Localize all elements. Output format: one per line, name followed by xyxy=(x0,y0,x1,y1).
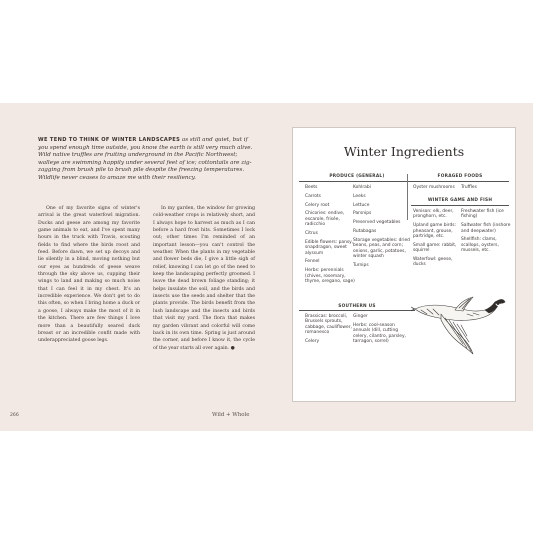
list-item: Brassicas: broccoli, Brussels sprouts, cabbage, cauliflower, romanesco xyxy=(305,314,352,336)
list-item: Edible flowers: pansy, snapdragon, sweet alyssum xyxy=(305,239,354,256)
foraged-list-a xyxy=(413,185,459,194)
list-item: Truffles xyxy=(461,185,477,190)
list-item: Lettuce xyxy=(353,202,370,208)
running-head: Wild + Whole xyxy=(212,412,250,418)
game-heading-rule xyxy=(411,205,509,206)
foraged-heading-rule xyxy=(411,181,509,182)
list-item: Celery root xyxy=(305,202,330,208)
card-title: Winter Ingredients xyxy=(343,144,465,159)
list-item: Preserved vegetables xyxy=(353,220,401,226)
list-item: Rutabagas xyxy=(353,228,377,234)
southern-us-heading: SOUTHERN US xyxy=(338,304,376,309)
list-item: Turnips xyxy=(353,262,369,268)
list-item: Herbs: cool-season annuals (dill, cutting celery, cilantro, parsley, tarragon, sorrel) xyxy=(353,322,406,345)
list-item: Venison: elk, deer, pronghorn, etc. xyxy=(413,209,454,220)
list-item: Upland game birds: pheasant, grouse, partridge, etc. xyxy=(413,223,457,240)
intro-lead-in: WE TEND TO THINK OF WINTER LANDSCAPES xyxy=(38,137,181,143)
body-columns xyxy=(38,205,256,352)
list-item: Fennel xyxy=(305,259,320,265)
body-paragraph-2: In my garden, the window for growing cold-weather crops is relatively short, and I always hope to harvest as much as I can before a hard frost hits. Sometimes I lock out; other times I'm reminded of an important lesson—you can't control the weather. When the plants in my vegetable and flower beds die, I give a little sigh of relief, knowing I can let go of the need to keep the landscaping perfectly groomed. I leave the dead brown foliage standing; it helps insulate the soil, and the birds and insects use the seeds and shelter that the plants provide. The birds benefit from the lush landscape and the insects and birds that visit my yard. The flora that makes my garden vibrant and colorful will come back in its own time. Spring is just around the corner, and before I know it, the cycle of the year starts all over again. ● xyxy=(153,206,255,351)
list-item: Storage vegetables: dried beans, peas, and corn; onions, garlic, potatoes, winter squash xyxy=(353,237,410,259)
list-item: Carrots xyxy=(305,193,321,199)
list-item: Small game: rabbit, squirrel xyxy=(413,242,457,254)
list-item: Oyster mushrooms xyxy=(413,185,455,190)
game-list-a xyxy=(413,209,461,271)
southern-list-b xyxy=(353,314,409,348)
list-item: Waterfowl: geese, ducks xyxy=(413,257,453,268)
list-item: Herbs: perennials (chives, rosemary, thyme, oregano, sage) xyxy=(305,268,355,285)
list-item: Freshwater fish (ice fishing) xyxy=(461,209,504,220)
intro-paragraph xyxy=(38,137,256,183)
produce-list-a xyxy=(305,185,355,288)
winter-ingredients-card xyxy=(292,127,516,402)
page-number: 266 xyxy=(10,413,19,418)
list-item: Saltwater fish (inshore and deepwater) xyxy=(461,223,511,234)
goose-illustration xyxy=(411,294,509,356)
foraged-foods-heading: FORAGED FOODS xyxy=(437,174,483,179)
list-item: Ginger xyxy=(353,314,368,319)
list-item: Shellfish: clams, scallops, oysters, mussels, etc. xyxy=(461,237,499,254)
list-item: Beets xyxy=(305,185,318,190)
southern-list-a xyxy=(305,314,353,348)
list-item: Kohlrabi xyxy=(353,185,371,190)
produce-general-heading: PRODUCE (GENERAL) xyxy=(329,174,385,179)
game-list-b xyxy=(461,209,511,257)
body-column-1 xyxy=(38,205,140,352)
column-divider xyxy=(407,174,408,220)
produce-list-b xyxy=(353,185,413,272)
left-page xyxy=(38,137,256,351)
winter-game-heading: WINTER GAME AND FISH xyxy=(427,198,493,203)
body-paragraph-1: One of my favorite signs of winter's arrival is the great waterfowl migration. Ducks and geese are among my favorite game animals to eat, and I've spent many hours in the truck with Travis, scouting fields to find where the birds roost and feed. Before dawn, we set up decoys and lie silently in a blind, moving nothing but our eyes as hundreds of geese weave through the sky above us, cupping their wings to land and making so much noise that I can feel it in my chest. It's an incredible experience. We don't get to do this often, so when I bring home a duck or a goose, I always make the most of it in the kitchen. There are few things I love more than a beautifully seared duck breast or an incredible confit made with underappreciated goose legs. xyxy=(38,206,140,344)
produce-heading-rule xyxy=(299,181,415,182)
southern-heading-rule xyxy=(299,310,415,311)
list-item: Citrus xyxy=(305,231,318,236)
body-column-2 xyxy=(153,205,255,352)
list-item: Parsnips xyxy=(353,211,372,217)
intro-text: as still and quiet, but if you spend enough time outside, you know the earth is still very much alive. Wild native truffles are fruiting underground in the Pacific Northwest; walleye are swimming happily under several feet of ice; cottontails are zig-zagging from brush pile to brush pile despite the freezing temperatures. Wildlife never ceases to amaze me with their resiliency. xyxy=(38,137,253,181)
list-item: Celery xyxy=(305,339,320,345)
list-item: Chicories: endive, escarole, frisée, radicchio xyxy=(305,211,345,228)
list-item: Leeks xyxy=(353,193,366,199)
foraged-list-b xyxy=(461,185,507,194)
